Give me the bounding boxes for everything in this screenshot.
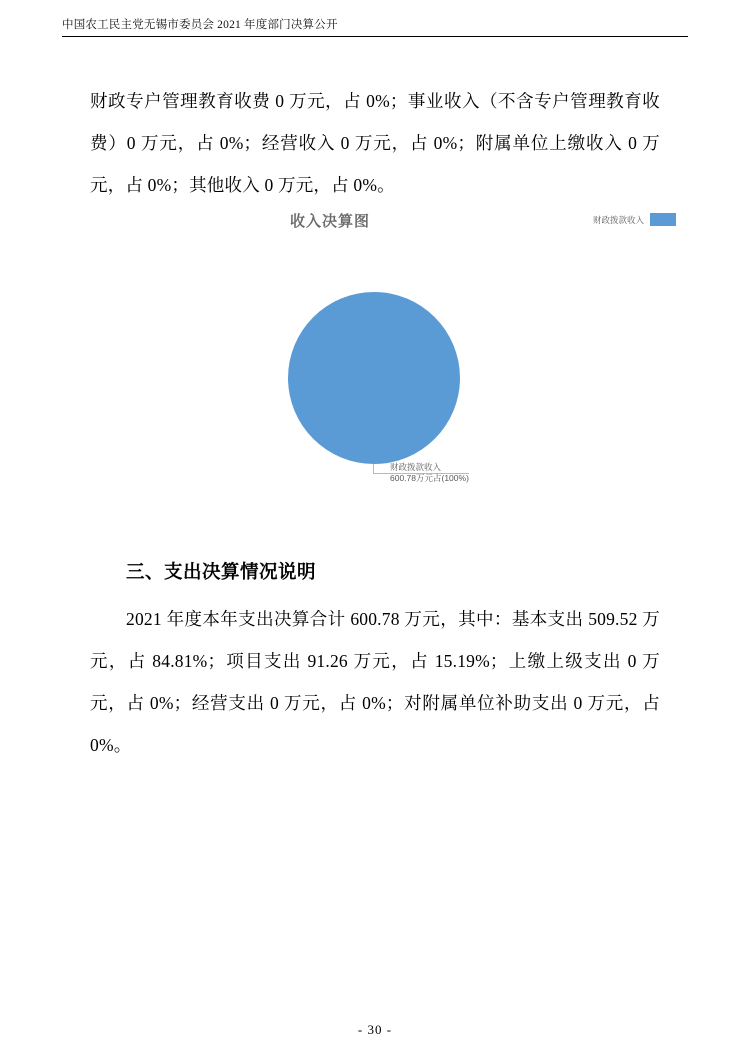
paragraph-expenditure-breakdown: 2021 年度本年支出决算合计 600.78 万元，其中：基本支出 509.52 万元，占 84.81%；项目支出 91.26 万元，占 15.19%；上缴上级支出 0 万元，占 0%；经营支出 0 万元，占 0%；对附属单位补助支出 0 万元，占 0%。	[90, 609, 660, 755]
running-title: 中国农工民主党无锡市委员会 2021 年度部门决算公开	[62, 19, 338, 31]
section-heading-expenditure: 三、支出决算情况说明	[126, 563, 317, 583]
page-header	[62, 16, 688, 32]
legend-label-0: 财政拨款收入	[592, 214, 644, 225]
body-text-bottom	[90, 598, 660, 766]
pie-data-label	[390, 462, 469, 484]
pie-data-label-name: 财政拨款收入	[390, 462, 442, 472]
pie-data-label-value: 600.78万元占(100%)	[390, 473, 469, 483]
header-divider	[62, 36, 688, 37]
page-number: - 30 -	[357, 1022, 393, 1037]
paragraph-income-breakdown: 财政专户管理教育收费 0 万元，占 0%；事业收入（不含专户管理教育收费）0 万元，占 0%；经营收入 0 万元，占 0%；附属单位上缴收入 0 万元，占 0%；其他收入 0 万元，占 0%。	[90, 91, 660, 195]
body-text-top	[90, 80, 660, 206]
pie-slice-0	[288, 292, 460, 464]
income-final-accounts-chart	[90, 200, 680, 520]
legend-swatch-0	[650, 213, 676, 226]
chart-legend	[593, 213, 676, 226]
chart-title: 收入决算图	[289, 213, 370, 230]
